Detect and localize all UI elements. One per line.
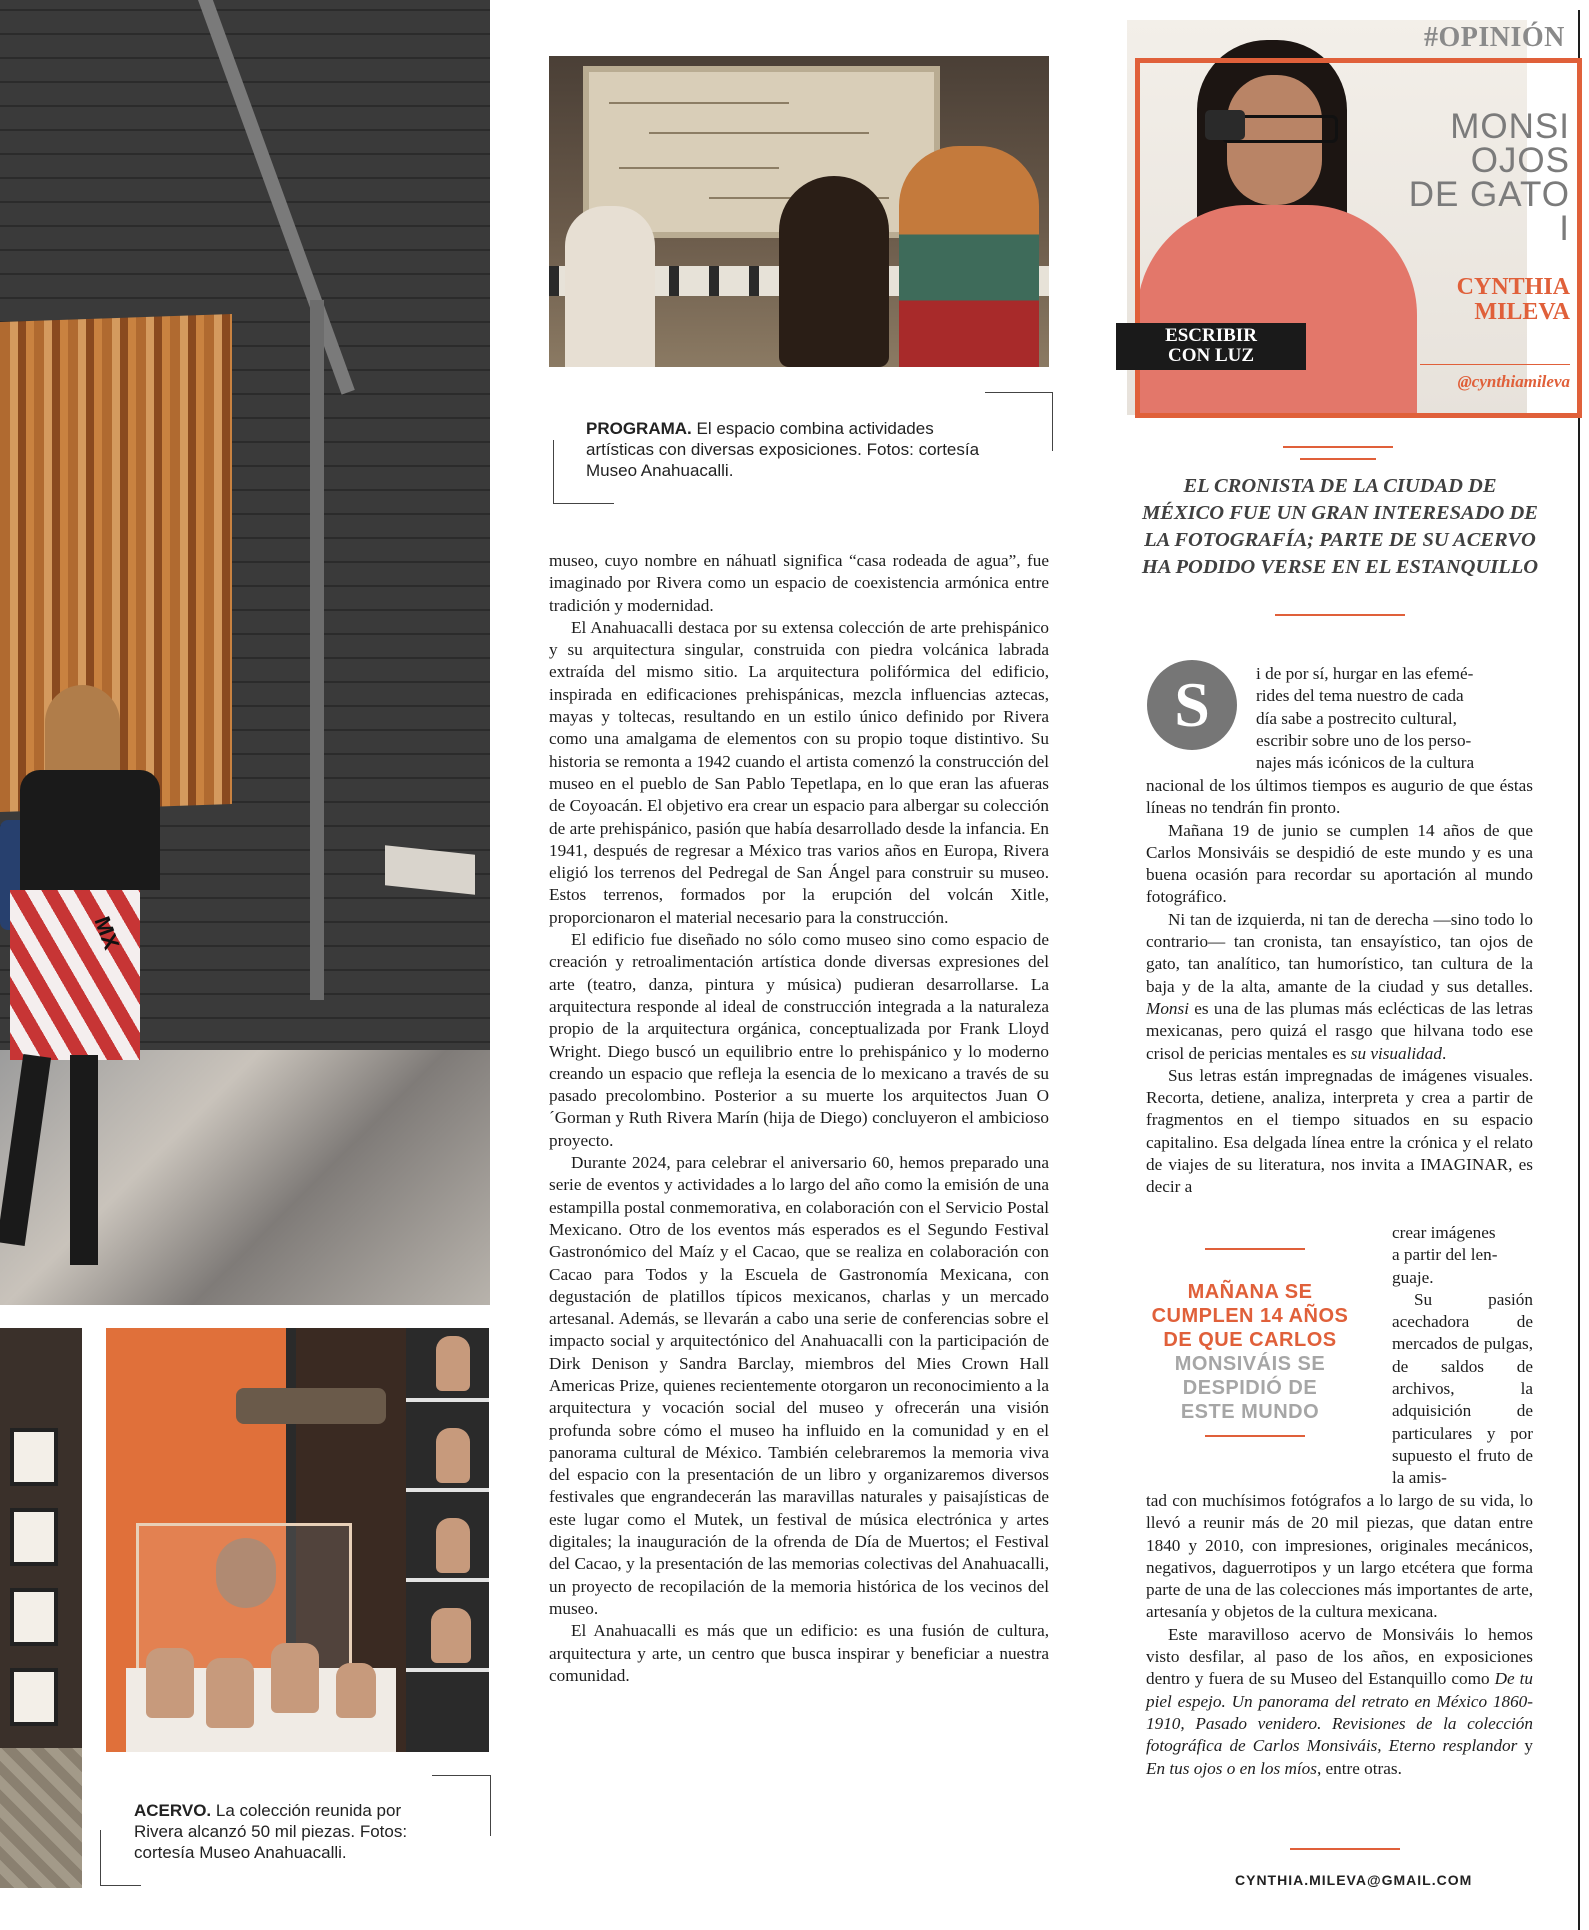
paragraph: museo, cuyo nombre en náhuatl significa “casa rodeada de agua”, fue imaginado por Rivera como un espacio de coexistencia armónica entre tradición y modernidad. <box>549 551 1049 615</box>
paragraph: El edificio fue diseñado no sólo como museo sino como espacio de creación y retroalimentación artística donde diversas expresiones del arte (teatro, danza, pintura y música) pudieran desarrollarse. La arquitectura responde al ideal de construcción integrada a la naturaleza propio de la arquitectura orgánica, conceptualizada por Frank Lloyd Wright. Diego buscó un equilibrio entre lo prehispánico y lo moderno creando un espacio que refleja la esencia de lo mexicano a través de su pasado precolombino. Posterior a su muerte los arquitectos Juan O´Gorman y Ruth Rivera Marín (hija de Diego) concluyeron el ambicioso proyecto. <box>549 930 1049 1150</box>
caption-label: PROGRAMA. <box>586 419 692 438</box>
section-label-line: CON LUZ <box>1167 345 1255 366</box>
text-line: crear imágenes <box>1392 1223 1496 1242</box>
column-title-line: OJOS <box>1470 141 1570 180</box>
email-rule <box>1290 1848 1400 1850</box>
text-em: En tus ojos o en los míos <box>1146 1758 1317 1778</box>
pull-quote <box>1140 1280 1360 1424</box>
text-span: y <box>1517 1736 1533 1756</box>
author-handle: @cynthiamileva <box>1457 372 1570 391</box>
deck-rule-top <box>1283 446 1393 448</box>
article-right-column <box>1146 775 1533 1199</box>
caption-text: El espacio combina actividades artísticas con diversas exposiciones. Fotos: cortesía Museo Anahuacalli. <box>586 419 980 480</box>
paragraph <box>1146 1624 1533 1780</box>
dropcap-lines <box>1256 663 1533 774</box>
paragraph <box>1146 909 1533 1065</box>
deck-rule-top <box>1300 458 1376 460</box>
text-line: rides del tema nuestro de cada <box>1256 686 1464 706</box>
text-span: , entre otras. <box>1316 1758 1402 1778</box>
column-title-line: DE GATO I <box>1408 175 1570 248</box>
pull-line: MONSIVÁIS SE <box>1174 1353 1326 1375</box>
pull-line: MAÑANA SE <box>1187 1281 1313 1303</box>
photo-sign-text: MX <box>89 913 125 953</box>
dropcap: S <box>1147 660 1237 750</box>
text-em: De tu piel espejo. Un panorama del retrato en México 1860-1910, Pasado venidero. Revisiones de la colección fotográfica de Carlos Monsiváis, Eterno resplandor <box>1146 1669 1533 1756</box>
paragraph: El Anahuacalli destaca por su extensa colección de arte prehispánico y su arquitectura singular, construida con piedra volcánica labrada extraída del mismo sitio. La arquitectura polifórmica del edificio, inspirada en edificaciones prehispánicas, mezcla influencias aztecas, mayas y toltecas, resultando en un estilo único definido por Rivera como una amalgama de elementos con su propio toque distintivo. Su historia se remonta a 1942 cuando el artista comenzó la construcción del museo en el pueblo de San Pablo Tepetlapa, en lo que eran las afueras de Coyoacán. El objetivo era crear un espacio para albergar su colección de arte prehispánico, pasión que había desarrollado desde la infancia. En 1941, después de regresar a México tras varios años en Europa, Rivera eligió los terrenos del Pedregal de San Ángel para construir su museo. Estos terrenos, formados por la erupción del volcán Xitle, proporcionaron el material necesario para la construcción. <box>549 617 1049 927</box>
pull-rule-bottom <box>1205 1435 1305 1437</box>
photo-program-visitors <box>549 56 1049 367</box>
text-span: Ni tan de izquierda, ni tan de derecha —sino todo lo contrario— tan cronista, tan ensayístico, tan ojos de gato, tan analítico, tan humorístico, tan cultura de la baja y de la alta, amante de la ciudad y sus detalles. <box>1146 909 1533 996</box>
paragraph: Su pasión acechadora de mercados de pulgas, de saldos de archivos, la adquisición de particulares y por supuesto el fruto de la amis- <box>1392 1289 1533 1488</box>
author-name-line: CYNTHIA <box>1456 274 1570 300</box>
text-line: guaje. <box>1392 1267 1434 1287</box>
deck: EL CRONISTA DE LA CIUDAD DE MÉXICO FUE UN GRAN INTERESADO DE LA FOTOGRAFÍA; PARTE DE SU ACERVO HA PODIDO VERSE EN EL ESTANQUILLO <box>1141 475 1539 578</box>
pull-line: CUMPLEN 14 AÑOS <box>1151 1305 1349 1327</box>
paragraph: Durante 2024, para celebrar el aniversario 60, hemos preparado una serie de eventos y actividades a lo largo del año como la emisión de una estampilla postal conmemorativa, en colaboración con el Servicio Postal Mexicano. Otro de los eventos más esperados es el Segundo Festival Gastronómico del Maíz y el Cacao, que se realiza en colaboración con Cacao para Todos y la Escuela de Gastronomía Mexicana, con degustación de platillos típicos mexicanos, charlas y un mercado artesanal. Además, se llevarán a cabo una serie de conferencias sobre el impacto social y arquitectónico del Anahuacalli con la participación de Dirk Denison y Sandra Barclay, miembros del Mies Crown Hall Americas Prize, quienes recientemente otorgaron un reconocimiento a la arquitectura y vocación social del museo y ofrecerán una visión profunda sobre cómo el museo ha influido en la comunidad y en el panorama cultural de México. También celebraremos la memoria viva del espacio con la presentación de un libro y organizaremos diversos festivales que engrandecerán las maravillas naturales y paisajísticas de este lugar como el Mutek, un festival de música electrónica y artes digitales; la inauguración de la ofrenda de Día de Muertos; el Festival del Cacao, y la presentación de las memorias colectivas del Anahuacalli, un proyecto de recopilación de la memoria histórica de los vecinos del museo. <box>549 1153 1049 1618</box>
text-em: Monsi <box>1146 998 1189 1018</box>
article-narrow-column <box>1392 1222 1533 1490</box>
pull-line: ESTE MUNDO <box>1180 1401 1320 1423</box>
pull-line: DE QUE CARLOS <box>1163 1329 1337 1351</box>
photo-caption-acervo <box>134 1800 454 1863</box>
article-right-column-end <box>1146 1490 1533 1780</box>
paragraph: El Anahuacalli es más que un edificio: es una fusión de cultura, arquitectura y arte, un centro que busca inspirar y beneficiar a nuestra comunidad. <box>549 1621 1049 1685</box>
paragraph: nacional de los últimos tiempos es augurio de que éstas líneas no tendrán fin pronto. <box>1146 776 1533 818</box>
text-em: su visualidad <box>1350 1043 1442 1063</box>
author-name <box>1400 275 1570 325</box>
column-title-line: MONSI <box>1450 107 1570 146</box>
text-span: Este maravilloso acervo de Monsiváis lo hemos visto desfilar, al paso de los años, en exposiciones dentro y fuera de su Museo del Estanquillo como <box>1146 1624 1533 1689</box>
photo-collection-display <box>106 1328 489 1752</box>
text-span: es una de las plumas más eclécticas de las letras mexicanas, pero quizá el rasgo que hilvana todo ese crisol de pericias mentales es <box>1146 998 1533 1063</box>
text-line: a partir del len- <box>1392 1245 1498 1265</box>
text-span: . <box>1441 1043 1447 1063</box>
opinion-tag: #OPINIÓN <box>1424 22 1565 53</box>
caption-text: La colección reunida por Rivera alcanzó 50 mil piezas. Fotos: cortesía Museo Anahuacalli. <box>134 1801 408 1862</box>
column-title <box>1395 107 1570 248</box>
paragraph: Sus letras están impregnadas de imágenes visuales. Recorta, detiene, analiza, interpreta y crea a partir de fragmentos en el tiempo situados en su espacio capitalino. Esa delgada línea entre la crónica y el relato de viajes de su literatura, nos invita a IMAGINAR, es decir a <box>1146 1065 1533 1197</box>
pull-line: DESPIDIÓ DE <box>1182 1377 1318 1399</box>
wall-plaque <box>385 845 475 894</box>
photo-museum-windows <box>0 1328 82 1888</box>
photo-caption-programa <box>586 418 1006 481</box>
article-middle-column <box>549 550 1049 1687</box>
section-label-line: ESCRIBIR <box>1165 325 1257 346</box>
photo-museum-visitor <box>0 0 490 1305</box>
handle-rule <box>1420 364 1570 365</box>
author-name-line: MILEVA <box>1474 299 1570 325</box>
caption-label: ACERVO. <box>134 1801 212 1820</box>
author-email[interactable]: CYNTHIA.MILEVA@GMAIL.COM <box>1235 1872 1473 1888</box>
text-line: najes más icónicos de la cultura <box>1256 753 1475 773</box>
deck-rule-bottom <box>1275 614 1405 616</box>
text-line: día sabe a postrecito cultural, <box>1256 708 1457 728</box>
text-line: i de por sí, hurgar en las efemé- <box>1256 664 1474 683</box>
section-label <box>1116 323 1306 370</box>
paragraph: Mañana 19 de junio se cumplen 14 años de que Carlos Monsiváis se despidió de este mundo y es una buena ocasión para recordar su aportación al mundo fotográfico. <box>1146 820 1533 907</box>
paragraph: tad con muchísimos fotógrafos a lo largo de su vida, lo llevó a reunir más de 20 mil piezas, que datan entre 1840 y 2010, con impresiones, originales mecánicos, negativos, daguerrotipos y un largo etcétera que forma parte de una de las colecciones más importantes de arte, artesanía y objetos de la cultura mexicana. <box>1146 1491 1533 1622</box>
text-line: escribir sobre uno de los perso- <box>1256 730 1472 750</box>
pull-rule-top <box>1205 1248 1305 1250</box>
